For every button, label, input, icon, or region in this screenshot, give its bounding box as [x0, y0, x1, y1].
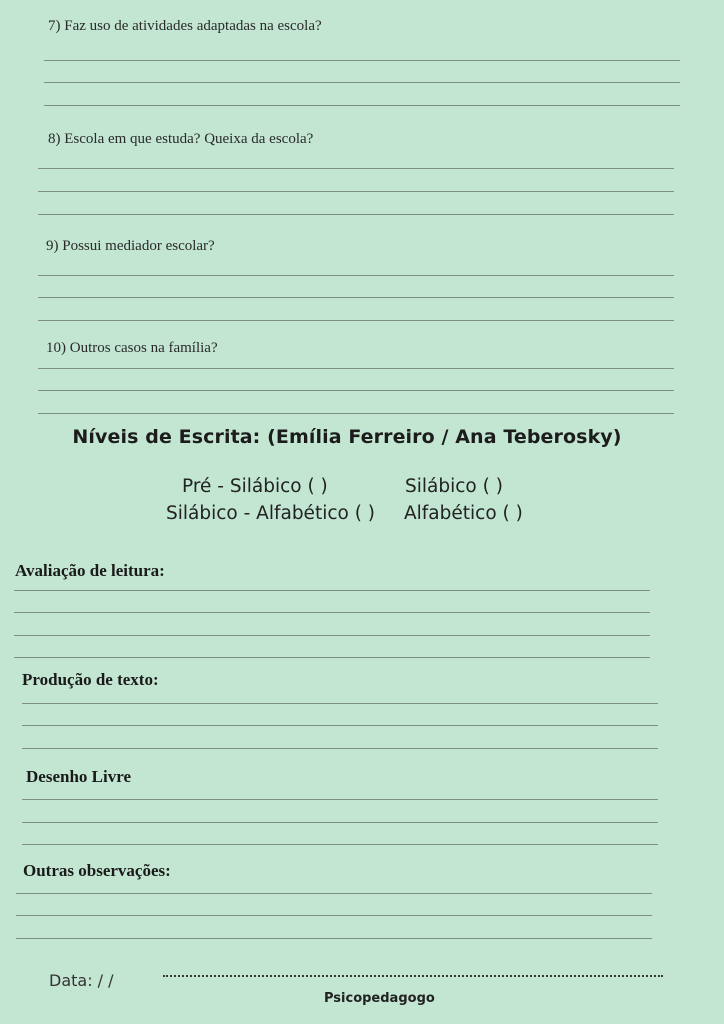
writing-levels-title: Níveis de Escrita: (Emília Ferreiro / Ana Teberosky)	[72, 426, 622, 448]
level-silabico[interactable]: Silábico ( )	[405, 476, 503, 497]
answer-line[interactable]	[44, 82, 680, 83]
free-drawing-heading: Desenho Livre	[26, 767, 131, 786]
answer-line[interactable]	[38, 320, 674, 321]
answer-line[interactable]	[44, 105, 680, 106]
answer-line[interactable]	[22, 799, 658, 800]
question-7: 7) Faz uso de atividades adaptadas na escola?	[48, 18, 322, 34]
answer-line[interactable]	[14, 590, 650, 591]
answer-line[interactable]	[38, 275, 674, 276]
answer-line[interactable]	[38, 390, 674, 391]
reading-assessment-heading: Avaliação de leitura:	[15, 561, 165, 580]
answer-line[interactable]	[16, 893, 652, 894]
answer-line[interactable]	[38, 168, 674, 169]
answer-line[interactable]	[22, 822, 658, 823]
answer-line[interactable]	[14, 657, 650, 658]
answer-line[interactable]	[38, 191, 674, 192]
answer-line[interactable]	[16, 915, 652, 916]
answer-line[interactable]	[38, 368, 674, 369]
signature-line[interactable]	[163, 975, 663, 977]
answer-line[interactable]	[22, 703, 658, 704]
answer-line[interactable]	[16, 938, 652, 939]
question-10: 10) Outros casos na família?	[46, 340, 218, 356]
text-production-heading: Produção de texto:	[22, 670, 159, 689]
other-observations-heading: Outras observações:	[23, 861, 171, 880]
answer-line[interactable]	[14, 612, 650, 613]
level-pre-silabico[interactable]: Pré - Silábico ( )	[182, 476, 328, 497]
answer-line[interactable]	[14, 635, 650, 636]
answer-line[interactable]	[44, 60, 680, 61]
question-9: 9) Possui mediador escolar?	[46, 238, 215, 254]
answer-line[interactable]	[38, 413, 674, 414]
answer-line[interactable]	[22, 725, 658, 726]
answer-line[interactable]	[22, 844, 658, 845]
level-alfabetico[interactable]: Alfabético ( )	[404, 503, 523, 524]
answer-line[interactable]	[38, 214, 674, 215]
date-field[interactable]: Data: / /	[49, 971, 114, 990]
question-8: 8) Escola em que estuda? Queixa da escola?	[48, 131, 314, 147]
level-silabico-alfabetico[interactable]: Silábico - Alfabético ( )	[166, 503, 376, 524]
answer-line[interactable]	[22, 748, 658, 749]
signature-label: Psicopedagogo	[324, 991, 435, 1006]
answer-line[interactable]	[38, 297, 674, 298]
